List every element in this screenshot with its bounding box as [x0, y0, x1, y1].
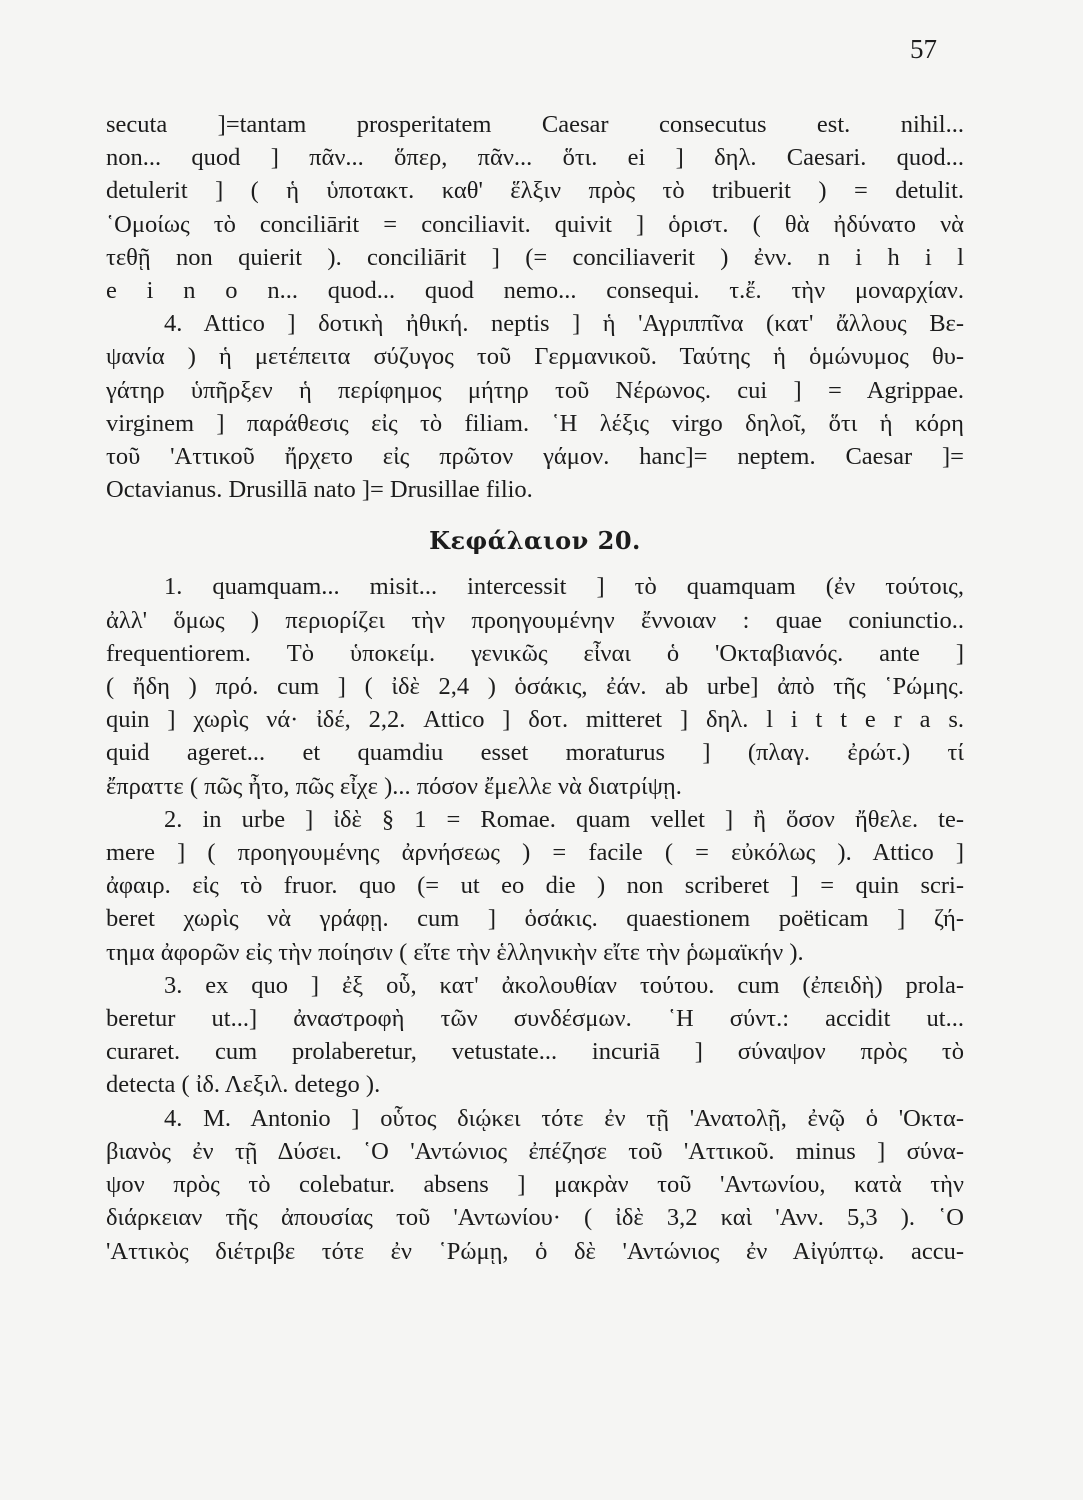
paragraph-4 — [106, 1102, 964, 1268]
section-a — [106, 108, 964, 506]
text-line: secuta ]=tantam prosperitatem Caesar consecutus est. nihil... — [106, 111, 964, 138]
text-line: Octavianus. Drusillā nato ]= Drusillae filio. — [106, 476, 533, 504]
text-line: frequentiorem. Τὸ ὑποκείμ. γενικῶς εἶναι ὁ 'Οκταβιανός. ante ] — [106, 639, 964, 667]
text-line: 4. Attico ] δοτικὴ ἠθική. neptis ] ἡ 'Αγριππῖνα (κατ' ἄλλους Βε- — [164, 310, 964, 338]
text-line: 3. ex quo ] ἐξ οὗ, κατ' ἀκολουθίαν τούτου. cum (ἐπειδὴ) prola- — [164, 971, 964, 999]
text-line: 'Αττικὸς διέτριβε τότε ἐν ῾Ρώμῃ, ὁ δὲ 'Αντώνιος ἐν Αἰγύπτῳ. accu- — [106, 1237, 964, 1265]
text-line: ψανία ) ἡ μετέπειτα σύζυγος τοῦ Γερμανικοῦ. Ταύτης ἡ ὁμώνυμος θυ- — [106, 343, 964, 371]
text-line: διάρκειαν τῆς ἀπουσίας τοῦ 'Αντωνίου· ( ἰδὲ 3,2 καὶ 'Ανν. 5,3 ). ῾Ο — [106, 1204, 964, 1232]
text-line: ἔπραττε ( πῶς ἦτο, πῶς εἶχε )... πόσον ἔμελλε νὰ διατρίψῃ. — [106, 772, 682, 800]
text-line: τημα ἀφορῶν εἰς τὴν ποίησιν ( εἴτε τὴν ἑλληνικὴν εἴτε τὴν ῥωμαϊκήν ). — [106, 938, 804, 966]
text-block — [106, 108, 964, 1268]
text-line: 1. quamquam... misit... intercessit ] τὸ quamquam (ἐν τούτοις, — [164, 573, 964, 601]
text-line: βιανὸς ἐν τῇ Δύσει. ῾Ο 'Αντώνιος ἐπέζησε τοῦ 'Αττικοῦ. minus ] σύνα- — [106, 1137, 964, 1165]
text-line: e i n o n... quod... quod nemo... consequi. τ.ἔ. τὴν μοναρχίαν. — [106, 277, 964, 305]
text-line: τοῦ 'Αττικοῦ ἤρχετο εἰς πρῶτον γάμον. hanc]= neptem. Caesar ]= — [106, 443, 964, 471]
text-line: quin ] χωρὶς νά· ἰδέ, 2,2. Attico ] δοτ. mitteret ] δηλ. l i t t e r a s. — [106, 706, 964, 734]
text-line: ἀφαιρ. εἰς τὸ fruor. quo (= ut eo die ) non scriberet ] = quin scri- — [106, 872, 964, 900]
text-line: non... quod ] πᾶν... ὅπερ, πᾶν... ὅτι. ei ] δηλ. Caesari. quod... — [106, 144, 964, 172]
text-line: quid ageret... et quamdiu esset moraturus ] (πλαγ. ἐρώτ.) τί — [106, 739, 964, 767]
text-line: ( ἤδη ) πρό. cum ] ( ἰδὲ 2,4 ) ὁσάκις, ἐάν. ab urbe] ἀπὸ τῆς ῾Ρώμης. — [106, 673, 964, 701]
text-line: detecta ( ἰδ. Λεξιλ. detego ). — [106, 1071, 381, 1099]
chapter-heading: Κεφάλαιον 20. — [429, 526, 641, 556]
text-line: 4. M. Antonio ] οὗτος διῴκει τότε ἐν τῇ 'Ανατολῇ, ἐνῷ ὁ 'Οκτα- — [164, 1104, 964, 1132]
text-line: virginem ] παράθεσις εἰς τὸ filiam. ῾Η λέξις virgo δηλοῖ, ὅτι ἡ κόρη — [106, 409, 964, 437]
paragraph-2 — [106, 803, 964, 969]
text-line: ῾Ομοίως τὸ conciliārit = conciliavit. quivit ] ὁριστ. ( θὰ ἠδύνατο νὰ — [106, 210, 964, 238]
text-line: beretur ut...] ἀναστροφὴ τῶν συνδέσμων. ῾Η σύντ.: accidit ut... — [106, 1005, 964, 1033]
text-line: mere ] ( προηγουμένης ἀρνήσεως ) = facile ( = εὐκόλως ). Attico ] — [106, 839, 964, 867]
text-line: detulerit ] ( ἡ ὑποτακτ. καθ' ἕλξιν πρὸς τὸ tribuerit ) = detulit. — [106, 177, 964, 205]
text-line: 2. in urbe ] ἰδὲ § 1 = Romae. quam vellet ] ἢ ὅσον ἤθελε. te- — [164, 805, 964, 833]
text-line: curaret. cum prolaberetur, vetustate... incuriā ] σύναψον πρὸς τὸ — [106, 1038, 964, 1066]
text-line: beret χωρὶς νὰ γράφῃ. cum ] ὁσάκις. quaestionem poëticam ] ζή- — [106, 905, 964, 933]
text-line: γάτηρ ὑπῆρξεν ἡ περίφημος μήτηρ τοῦ Νέρωνος. cui ] = Agrippae. — [106, 376, 964, 404]
paragraph-1 — [106, 570, 964, 802]
text-line: ψον πρὸς τὸ colebatur. absens ] μακρὰν τοῦ 'Αντωνίου, κατὰ τὴν — [106, 1171, 964, 1199]
text-line: ἀλλ' ὅμως ) περιορίζει τὴν προηγουμένην ἔννοιαν : quae coniunctio.. — [106, 606, 964, 634]
text-line: τεθῇ non quierit ). conciliārit ] (= conciliaverit ) ἐνν. n i h i l — [106, 243, 964, 271]
paragraph-3 — [106, 969, 964, 1102]
page-number: 57 — [910, 34, 937, 64]
